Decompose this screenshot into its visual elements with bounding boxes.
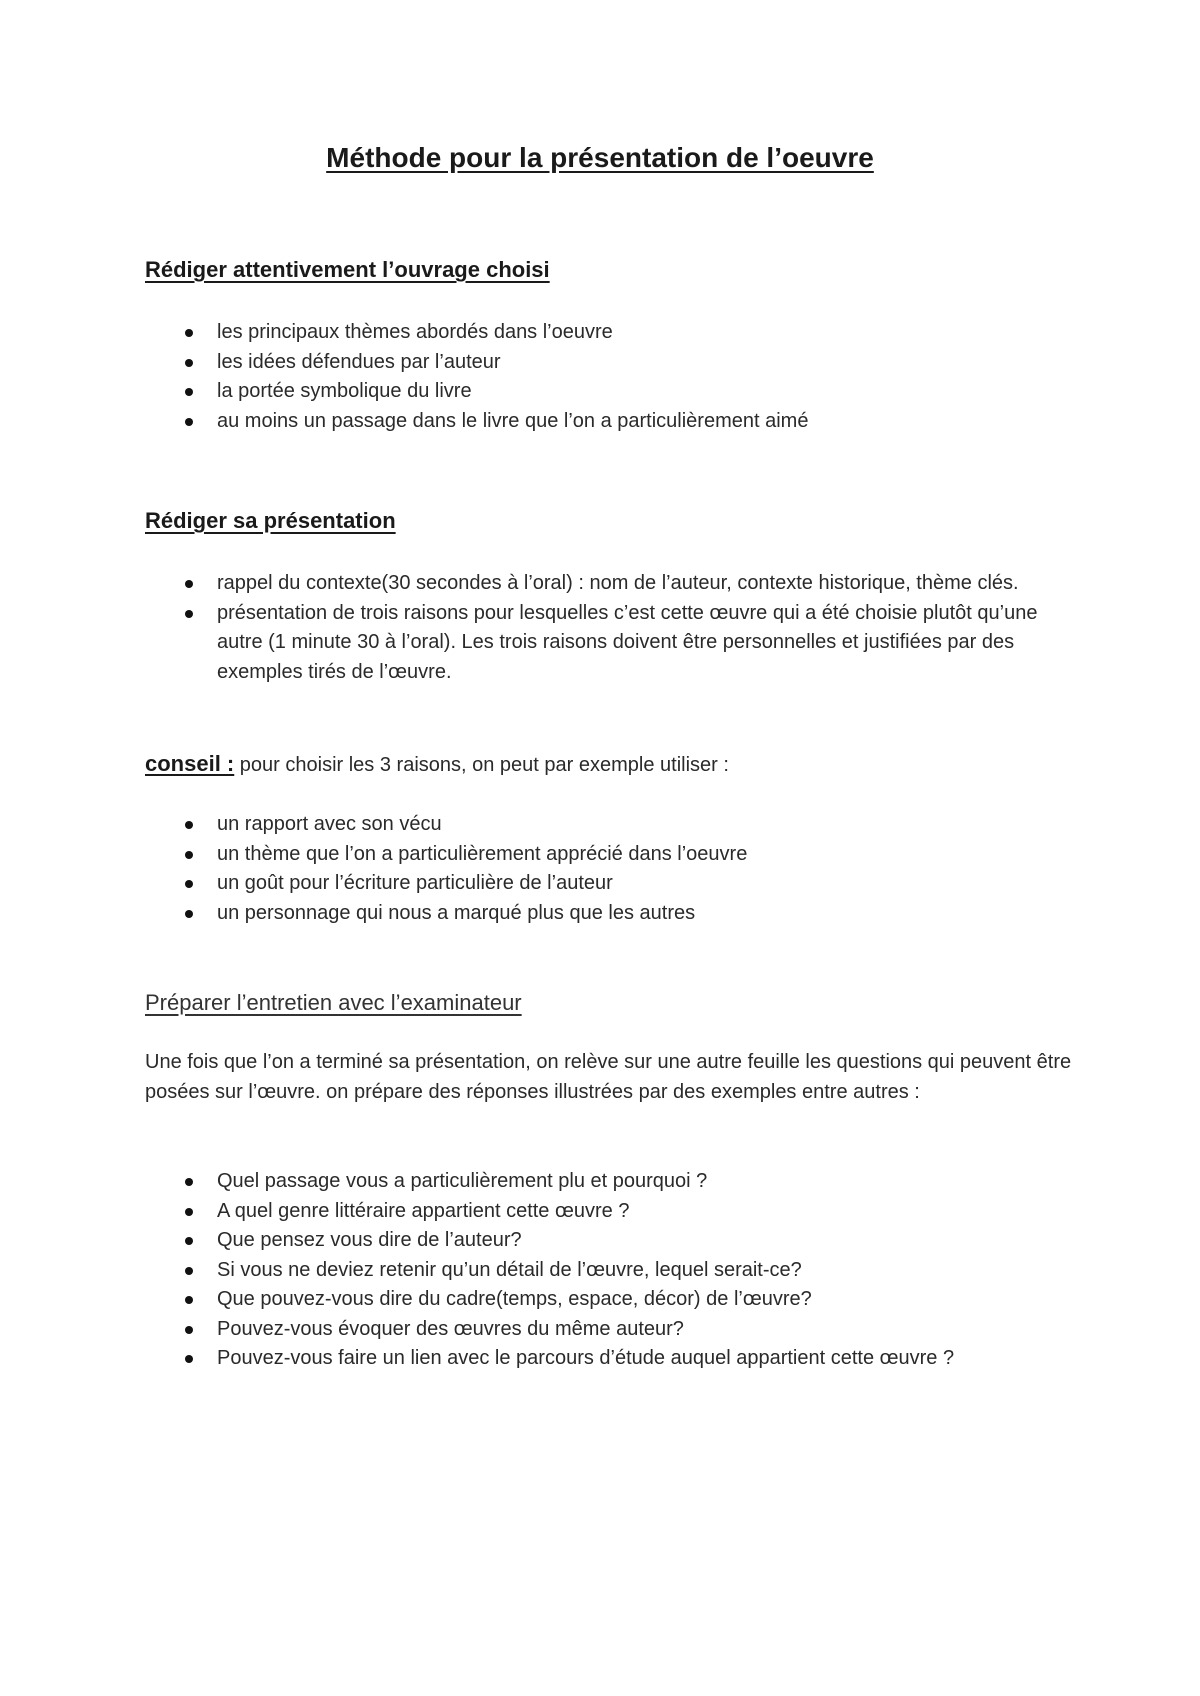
bullet-icon <box>185 821 193 829</box>
list-item-text: un rapport avec son vécu <box>217 813 442 835</box>
list-item <box>145 1226 1075 1256</box>
list-item-text: Quel passage vous a particulièrement plu et pourquoi ? <box>217 1170 708 1192</box>
bullet-icon <box>185 388 193 396</box>
list-item <box>145 810 1075 840</box>
list-item <box>145 1256 1075 1286</box>
bullet-icon <box>185 1267 193 1275</box>
list-item-text: les idées défendues par l’auteur <box>217 350 501 373</box>
bullet-icon <box>185 1237 193 1245</box>
list-item-text: Que pensez vous dire de l’auteur? <box>217 1229 522 1251</box>
list-item-text: rappel du contexte(30 secondes à l’oral) : nom de l’auteur, contexte historique, thème clés. <box>217 572 1019 594</box>
list-item <box>145 407 1075 437</box>
list-item-text: la portée symbolique du livre <box>217 380 472 402</box>
section3-list <box>145 1167 1075 1374</box>
bullet-icon <box>185 1178 193 1186</box>
list-item-text: un personnage qui nous a marqué plus que les autres <box>217 901 696 924</box>
page-title: Méthode pour la présentation de l’oeuvre <box>326 142 874 173</box>
bullet-icon <box>185 359 193 367</box>
bullet-icon <box>185 1326 193 1334</box>
list-item <box>145 377 1075 407</box>
list-item <box>145 1315 1075 1345</box>
section-heading-rediger-presentation: Rédiger sa présentation <box>145 508 396 533</box>
list-item <box>145 348 1075 378</box>
bullet-icon <box>185 1208 193 1216</box>
list-item <box>145 1167 1075 1197</box>
list-item-text: un thème que l’on a particulièrement apprécié dans l’oeuvre <box>217 842 748 865</box>
conseil-text: pour choisir les 3 raisons, on peut par exemple utiliser : <box>234 754 729 776</box>
list-item-text: les principaux thèmes abordés dans l’oeuvre <box>217 321 613 343</box>
list-item <box>145 899 1075 929</box>
list-item <box>145 569 1075 599</box>
bullet-icon <box>185 1355 193 1363</box>
bullet-icon <box>185 851 193 859</box>
section3-intro: Une fois que l’on a terminé sa présentation, on relève sur une autre feuille les questions qui peuvent être posées sur l’œuvre. on prépare des réponses illustrées par des exemples entre autres : <box>145 1051 1072 1103</box>
list-item-text: présentation de trois raisons pour lesquelles c’est cette œuvre qui a été choisie plutôt qu’une autre (1 minute 30 à l’oral). Les trois raisons doivent être personnelles et justifiées par des exemples tirés de l’œuvre. <box>217 601 1038 683</box>
list-item-text: Que pouvez-vous dire du cadre(temps, espace, décor) de l’œuvre? <box>217 1288 812 1310</box>
section-heading-rediger-ouvrage: Rédiger attentivement l’ouvrage choisi <box>145 257 550 282</box>
conseil-paragraph <box>145 749 1075 781</box>
conseil-list <box>145 810 1075 928</box>
bullet-icon <box>185 610 193 618</box>
list-item-text: un goût pour l’écriture particulière de l’auteur <box>217 872 613 894</box>
bullet-icon <box>185 910 193 918</box>
bullet-icon <box>185 1296 193 1304</box>
list-item <box>145 1344 1075 1374</box>
list-item-text: Pouvez-vous faire un lien avec le parcours d’étude auquel appartient cette œuvre ? <box>217 1347 955 1369</box>
list-item <box>145 1197 1075 1227</box>
list-item-text: Pouvez-vous évoquer des œuvres du même auteur? <box>217 1317 684 1340</box>
list-item <box>145 1285 1075 1315</box>
list-item <box>145 840 1075 870</box>
list-item <box>145 869 1075 899</box>
bullet-icon <box>185 329 193 337</box>
list-item <box>145 599 1075 688</box>
conseil-label: conseil : <box>145 751 235 776</box>
list-item-text: A quel genre littéraire appartient cette œuvre ? <box>217 1199 630 1222</box>
list-item <box>145 318 1075 348</box>
section2-list <box>145 569 1075 687</box>
list-item-text: au moins un passage dans le livre que l’on a particulièrement aimé <box>217 409 809 432</box>
bullet-icon <box>185 580 193 588</box>
section-heading-preparer-entretien: Préparer l’entretien avec l’examinateur <box>145 990 522 1015</box>
list-item-text: Si vous ne deviez retenir qu’un détail de l’œuvre, lequel serait-ce? <box>217 1258 802 1281</box>
bullet-icon <box>185 418 193 426</box>
section1-list <box>145 318 1075 436</box>
bullet-icon <box>185 880 193 888</box>
